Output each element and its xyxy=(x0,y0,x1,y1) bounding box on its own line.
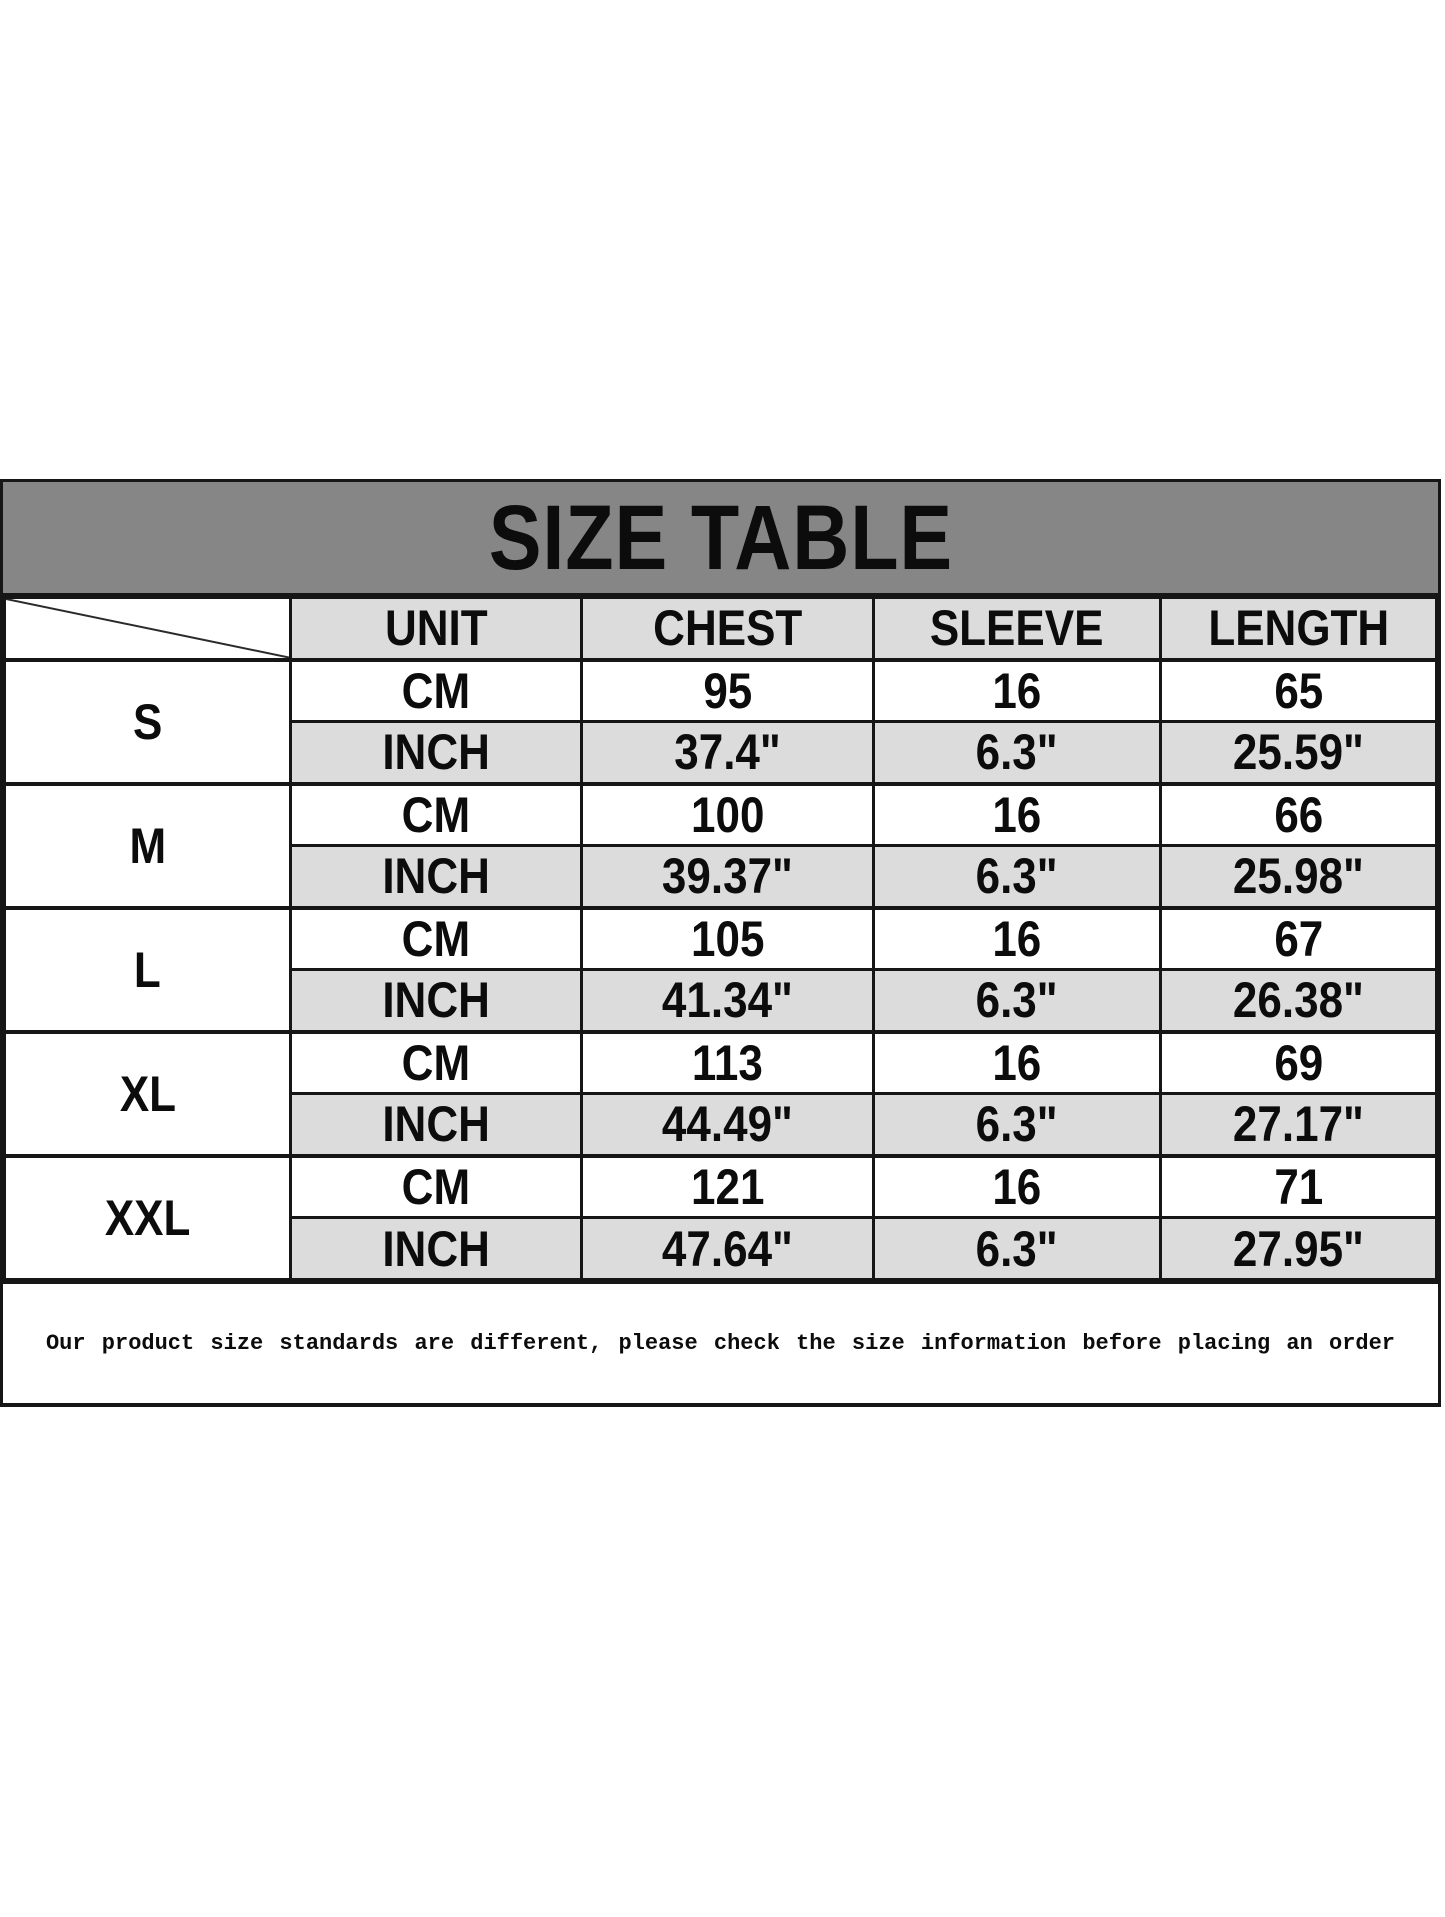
length-value: 67 xyxy=(1274,910,1323,967)
chest-cell xyxy=(582,784,874,846)
chest-cell xyxy=(582,1218,874,1280)
size-table-title: SIZE TABLE xyxy=(488,486,953,589)
sleeve-cell xyxy=(874,1218,1161,1280)
size-label-s xyxy=(5,660,291,784)
unit-cell xyxy=(291,1218,582,1280)
length-cell xyxy=(1161,1032,1437,1094)
length-cell xyxy=(1161,970,1437,1032)
column-header-unit-label: UNIT xyxy=(384,600,488,657)
chest-value: 95 xyxy=(703,662,752,719)
unit-cell xyxy=(291,846,582,908)
sleeve-value: 16 xyxy=(992,786,1042,843)
unit-cell xyxy=(291,1094,582,1156)
chest-value: 113 xyxy=(691,1034,763,1091)
chest-value: 47.64" xyxy=(662,1220,793,1277)
sleeve-cell xyxy=(874,1156,1161,1218)
chest-cell xyxy=(582,722,874,784)
column-header-sleeve-label: SLEEVE xyxy=(930,600,1104,657)
sleeve-cell xyxy=(874,970,1161,1032)
unit-value: CM xyxy=(401,1158,471,1215)
length-value: 27.17" xyxy=(1233,1096,1364,1153)
sleeve-value: 6.3" xyxy=(975,1220,1059,1277)
sleeve-value: 6.3" xyxy=(975,972,1059,1029)
unit-value: CM xyxy=(401,1034,471,1091)
length-value: 65 xyxy=(1274,662,1323,719)
sleeve-value: 16 xyxy=(992,1034,1042,1091)
sleeve-cell xyxy=(874,1094,1161,1156)
length-cell xyxy=(1161,722,1437,784)
unit-value: CM xyxy=(401,910,471,967)
sleeve-value: 16 xyxy=(992,1158,1042,1215)
length-cell xyxy=(1161,1218,1437,1280)
length-value: 27.95" xyxy=(1233,1220,1364,1277)
unit-value: INCH xyxy=(382,724,490,781)
sleeve-cell xyxy=(874,660,1161,722)
size-row-xl-cm xyxy=(5,1032,1437,1094)
sleeve-value: 16 xyxy=(992,910,1042,967)
chest-value: 105 xyxy=(690,910,765,967)
unit-value: INCH xyxy=(382,1096,490,1153)
chest-value: 39.37" xyxy=(662,848,793,905)
column-header-length-label: LENGTH xyxy=(1208,600,1389,657)
corner-diagonal-line xyxy=(6,599,289,658)
unit-value: CM xyxy=(401,662,471,719)
size-label-xxl xyxy=(5,1156,291,1280)
length-cell xyxy=(1161,846,1437,908)
size-chart-panel xyxy=(0,479,1441,1407)
chest-cell xyxy=(582,846,874,908)
column-header-chest-label: CHEST xyxy=(652,600,803,657)
length-value: 26.38" xyxy=(1233,972,1364,1029)
unit-value: CM xyxy=(401,786,471,843)
sleeve-cell xyxy=(874,846,1161,908)
size-label-text: XXL xyxy=(104,1189,191,1246)
sleeve-value: 16 xyxy=(992,662,1042,719)
unit-value: INCH xyxy=(382,972,490,1029)
unit-cell xyxy=(291,908,582,970)
sleeve-value: 6.3" xyxy=(975,724,1059,781)
length-cell xyxy=(1161,784,1437,846)
chest-cell xyxy=(582,660,874,722)
chest-value: 44.49" xyxy=(662,1096,793,1153)
length-value: 71 xyxy=(1274,1158,1323,1215)
unit-cell xyxy=(291,784,582,846)
size-table-title-banner xyxy=(3,482,1438,596)
size-row-s-cm xyxy=(5,660,1437,722)
chest-cell xyxy=(582,908,874,970)
column-header-length xyxy=(1161,598,1437,660)
size-note-box xyxy=(3,1281,1438,1403)
length-value: 25.98" xyxy=(1233,848,1364,905)
length-value: 66 xyxy=(1274,786,1323,843)
size-label-text: S xyxy=(132,693,163,750)
chest-cell xyxy=(582,1094,874,1156)
sleeve-cell xyxy=(874,908,1161,970)
chest-value: 100 xyxy=(690,786,765,843)
corner-cell xyxy=(5,598,291,660)
size-label-m xyxy=(5,784,291,908)
size-row-l-cm xyxy=(5,908,1437,970)
column-header-chest xyxy=(582,598,874,660)
unit-cell xyxy=(291,660,582,722)
column-header-unit xyxy=(291,598,582,660)
size-label-text: XL xyxy=(119,1065,176,1122)
sleeve-value: 6.3" xyxy=(975,1096,1059,1153)
chest-cell xyxy=(582,1156,874,1218)
chest-value: 41.34" xyxy=(662,972,793,1029)
size-label-text: L xyxy=(134,941,161,998)
unit-cell xyxy=(291,722,582,784)
unit-cell xyxy=(291,1156,582,1218)
chest-value: 121 xyxy=(690,1158,765,1215)
unit-value: INCH xyxy=(382,1220,490,1277)
sleeve-cell xyxy=(874,1032,1161,1094)
length-value: 25.59" xyxy=(1233,724,1364,781)
size-row-xxl-cm xyxy=(5,1156,1437,1218)
length-cell xyxy=(1161,660,1437,722)
length-value: 69 xyxy=(1274,1034,1323,1091)
size-label-xl xyxy=(5,1032,291,1156)
unit-value: INCH xyxy=(382,848,490,905)
header-row xyxy=(5,598,1437,660)
unit-cell xyxy=(291,970,582,1032)
length-cell xyxy=(1161,1094,1437,1156)
size-label-text: M xyxy=(129,817,166,874)
column-header-sleeve xyxy=(874,598,1161,660)
sleeve-cell xyxy=(874,784,1161,846)
size-table xyxy=(3,596,1438,1281)
unit-cell xyxy=(291,1032,582,1094)
size-row-m-cm xyxy=(5,784,1437,846)
length-cell xyxy=(1161,908,1437,970)
size-label-l xyxy=(5,908,291,1032)
sleeve-cell xyxy=(874,722,1161,784)
chest-cell xyxy=(582,970,874,1032)
length-cell xyxy=(1161,1156,1437,1218)
chest-cell xyxy=(582,1032,874,1094)
size-note-text: Our product size standards are different, please check the size information before placing an order xyxy=(45,1331,1395,1356)
chest-value: 37.4" xyxy=(674,724,781,781)
sleeve-value: 6.3" xyxy=(975,848,1059,905)
